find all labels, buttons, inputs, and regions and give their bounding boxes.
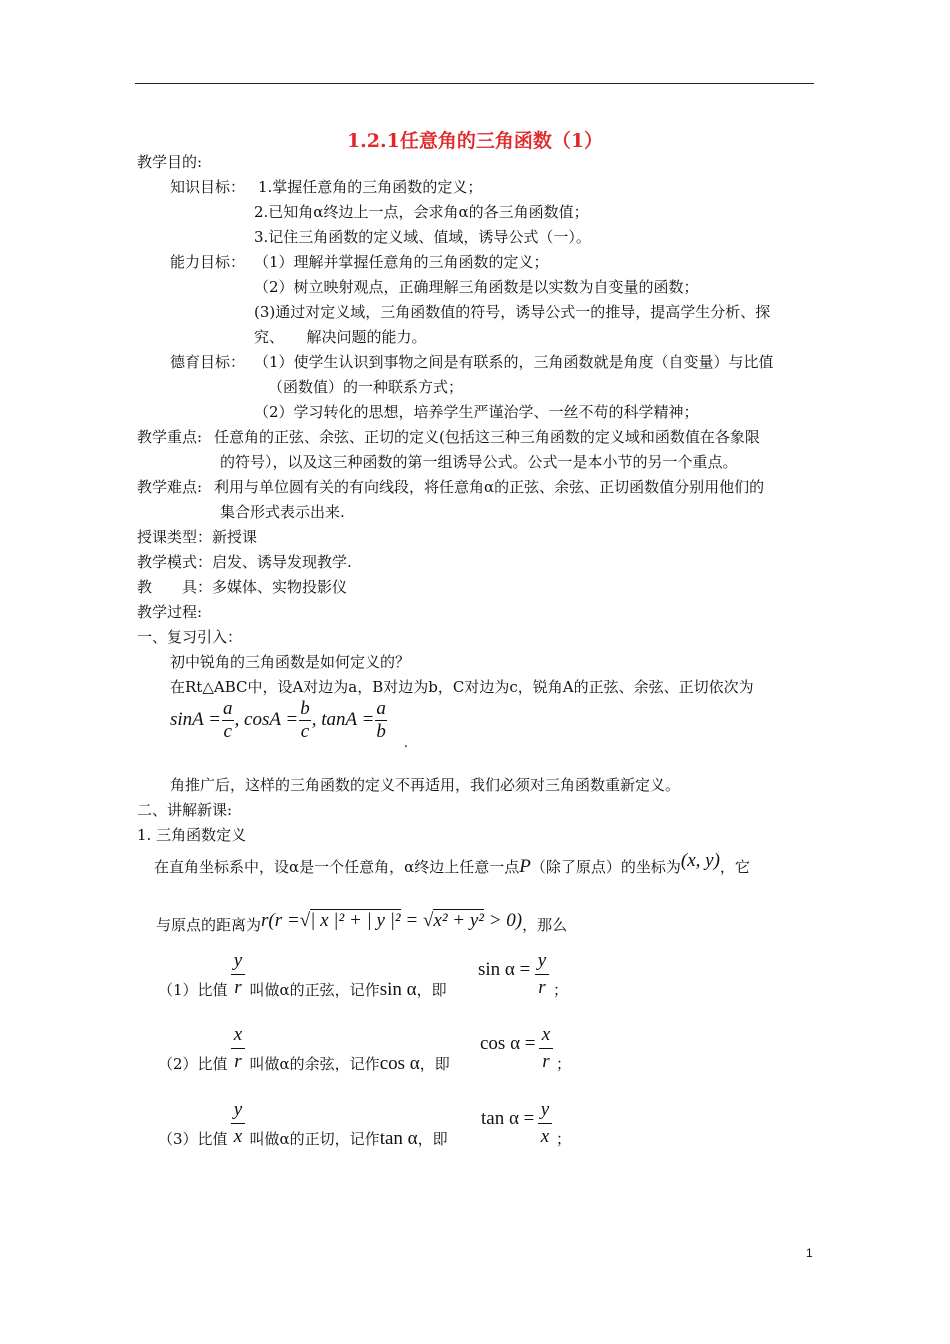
difficulties-label: 教学难点: [137, 478, 203, 496]
sine-fraction: y r [535, 950, 549, 999]
ratio-fraction: x r [231, 1024, 245, 1073]
definition-line: （1）比值 叫做α的正弦，记作sin α，即 [158, 979, 447, 1000]
ability-item: 究、 解决问题的能力。 [254, 328, 427, 346]
ability-item: （1）理解并掌握任意角的三角函数的定义； [254, 253, 549, 271]
review-note: 角推广后，这样的三角函数的定义不再适用，我们必须对三角函数重新定义。 [170, 776, 681, 794]
difficulties-line: 利用与单位圆有关的有向线段，将任意角α的正弦、余弦、正切函数值分别用他们的 [214, 478, 765, 496]
definition-line: （3）比值 叫做α的正切，记作tan α，即 [158, 1128, 448, 1149]
knowledge-item: 2.已知角α终边上一点，会求角α的各三角函数值； [254, 203, 589, 221]
cosine-fraction: x r [539, 1024, 553, 1073]
cosine-formula: cos α = [480, 1033, 536, 1054]
knowledge-item: 1.掌握任意角的三角函数的定义； [258, 178, 483, 196]
review-heading: 一、复习引入： [137, 628, 243, 646]
lesson-type: 授课类型：新授课 [137, 528, 258, 546]
moral-item: （2）学习转化的思想，培养学生严谨治学、一丝不苟的科学精神； [254, 403, 699, 421]
teaching-mode: 教学模式：启发、诱导发现教学. [137, 553, 352, 571]
distance-paragraph: 与原点的距离为r(r =√| x |² + | y |² = √x² + y² > 0)，那么 [156, 910, 568, 934]
ratio-fraction: y r [231, 950, 245, 999]
ratio-fraction: y x [231, 1099, 245, 1148]
knowledge-item: 3.记住三角函数的定义域、值域，诱导公式（一）。 [254, 228, 591, 246]
sine-formula: sin α = [478, 959, 531, 980]
moral-item: （1）使学生认识到事物之间是有联系的，三角函数就是角度（自变量）与比值 [254, 353, 774, 371]
moral-item: （函数值）的一种联系方式； [268, 378, 464, 396]
acute-trig-formula: sinA = $\frac{a}{c}$ , cosA = $\frac{b}{c}$ , tanA = $\frac{a}{b}$ [170, 698, 386, 743]
ability-item: （2）树立映射观点，正确理解三角函数是以实数为自变量的函数； [254, 278, 699, 296]
key-points-label: 教学重点: [137, 428, 203, 446]
process-heading: 教学过程: [137, 603, 203, 621]
page-title: 1.2.1任意角的三角函数（1） [346, 130, 604, 152]
header-rule [135, 83, 814, 84]
review-question: 初中锐角的三角函数是如何定义的？ [170, 653, 411, 671]
definition-line: （2）比值 叫做α的余弦，记作cos α，即 [158, 1053, 450, 1074]
ability-label: 能力目标： [170, 253, 246, 271]
line-end: ； [553, 981, 569, 999]
knowledge-label: 知识目标： [170, 178, 246, 196]
formula-period: . [404, 735, 408, 751]
ability-item: (3)通过对定义域，三角函数值的符号，诱导公式一的推导，提高学生分析、探 [254, 303, 771, 321]
line-end: ； [556, 1055, 572, 1073]
objectives-heading: 教学目的: [137, 153, 203, 171]
teaching-tools: 教 具：多媒体、实物投影仪 [137, 578, 348, 596]
tangent-formula: tan α = [481, 1108, 535, 1129]
page-number: 1 [806, 1246, 813, 1260]
definition-paragraph: 在直角坐标系中，设α是一个任意角，α终边上任意一点P（除了原点）的坐标为(x, y)，它 [154, 850, 750, 877]
difficulties-line: 集合形式表示出来. [220, 503, 345, 521]
review-question: 在Rt△ABC中，设A对边为a，B对边为b，C对边为c，锐角A的正弦、余弦、正切依次为 [170, 678, 754, 696]
new-lesson-heading: 二、讲解新课: [137, 801, 233, 819]
moral-label: 德育目标： [170, 353, 246, 371]
key-points-line: 的符号），以及这三种函数的第一组诱导公式。公式一是本小节的另一个重点。 [220, 453, 738, 471]
definition-subheading: 1. 三角函数定义 [137, 826, 247, 844]
line-end: ； [556, 1130, 572, 1148]
tangent-fraction: y x [538, 1099, 552, 1148]
key-points-line: 任意角的正弦、余弦、正切的定义(包括这三种三角函数的定义域和函数值在各象限 [214, 428, 760, 446]
